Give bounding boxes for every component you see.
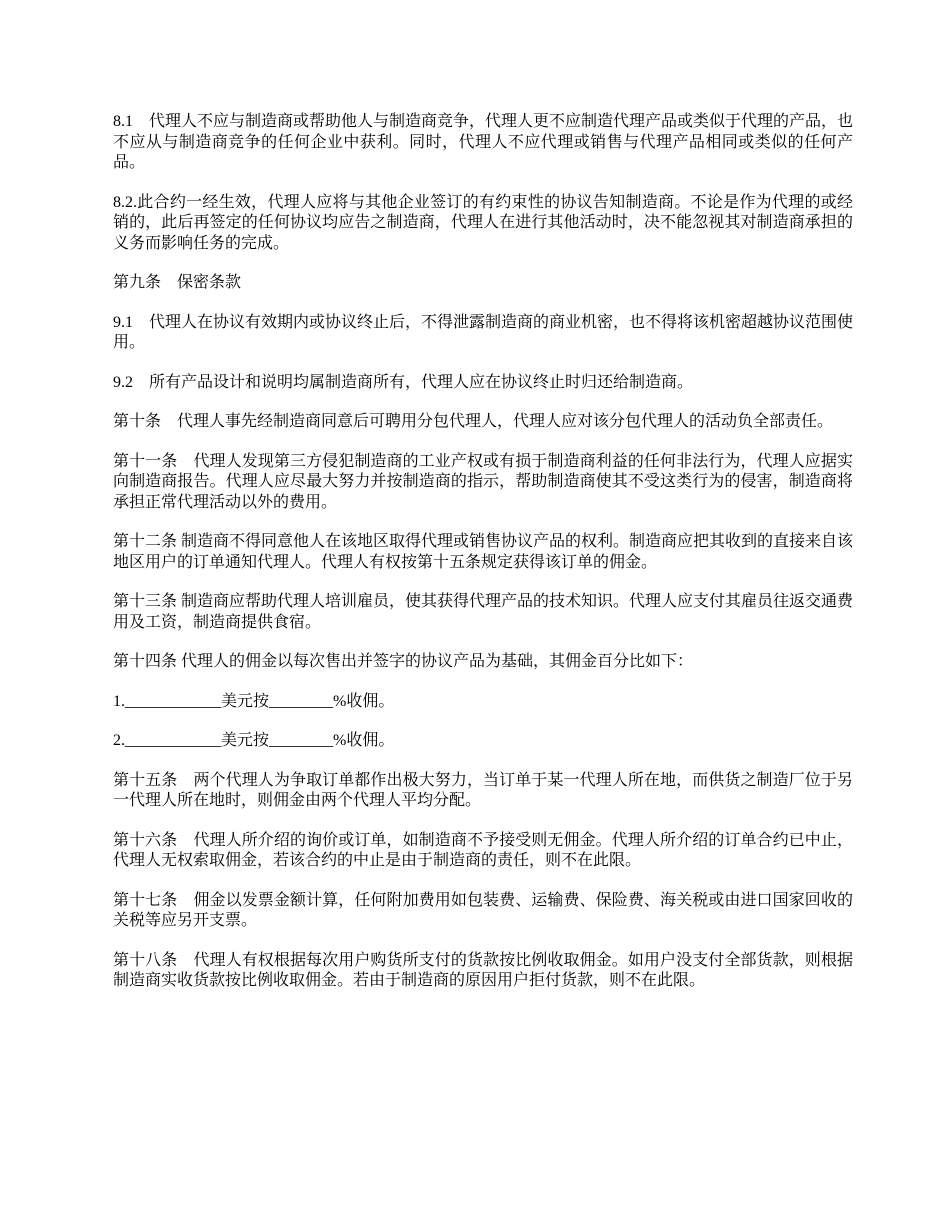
clause-9-1: 9.1 代理人在协议有效期内或协议终止后，不得泄露制造商的商业机密，也不得将该机密超越协议范围使用。 xyxy=(113,313,854,351)
document-page xyxy=(113,112,853,1011)
clause-8-2: 8.2.此合约一经生效，代理人应将与其他企业签订的有约束性的协议告知制造商。不论是作为代理的或经销的，此后再签定的任何协议均应告之制造商，代理人在进行其他活动时，决不能忽视其对制造商承担的义务而影响任务的完成。 xyxy=(113,193,853,252)
article-10: 第十条 代理人事先经制造商同意后可聘用分包代理人，代理人应对该分包代理人的活动负全部责任。 xyxy=(113,413,834,430)
article-12: 第十二条 制造商不得同意他人在该地区取得代理或销售协议产品的权利。制造商应把其收到的直接来自该地区用户的订单通知代理人。代理人有权按第十五条规定获得该订单的佣金。 xyxy=(113,533,854,571)
clause-9-2: 9.2 所有产品设计和说明均属制造商所有，代理人应在协议终止时归还给制造商。 xyxy=(113,373,694,391)
article-14: 第十四条 代理人的佣金以每次售出并签字的协议产品为基础，其佣金百分比如下： xyxy=(113,653,694,670)
commission-item-1: 1.____________美元按________%收佣。 xyxy=(113,692,395,710)
article-15: 第十五条 两个代理人为争取订单都作出极大努力，当订单于某一代理人所在地，而供货之制造厂位于另一代理人所在地时，则佣金由两个代理人平均分配。 xyxy=(113,771,853,809)
article-17: 第十七条 佣金以发票金额计算，任何附加费用如包装费、运输费、保险费、海关税或由进口国家回收的关税等应另开支票。 xyxy=(113,891,853,929)
article-16: 第十六条 代理人所介绍的询价或订单，如制造商不予接受则无佣金。代理人所介绍的订单合约已中止，代理人无权索取佣金，若该合约的中止是由于制造商的责任，则不在此限。 xyxy=(113,831,853,869)
article-11: 第十一条 代理人发现第三方侵犯制造商的工业产权或有损于制造商利益的任何非法行为，代理人应据实向制造商报告。代理人应尽最大努力并按制造商的指示，帮助制造商使其不受这类行为的侵害，制造商将承担正常代理活动以外的费用。 xyxy=(113,452,853,511)
article-13: 第十三条 制造商应帮助代理人培训雇员，使其获得代理产品的技术知识。代理人应支付其雇员往返交通费用及工资，制造商提供食宿。 xyxy=(113,593,854,631)
clause-8-1: 8.1 代理人不应与制造商或帮助他人与制造商竞争，代理人更不应制造代理产品或类似于代理的产品，也不应从与制造商竞争的任何企业中获利。同时，代理人不应代理或销售与代理产品相同或类似的任何产品。 xyxy=(113,113,854,171)
article-18: 第十八条 代理人有权根据每次用户购货所支付的货款按比例收取佣金。如用户没支付全部货款，则根据制造商实收货款按比例收取佣金。若由于制造商的原因用户拒付货款，则不在此限。 xyxy=(113,951,853,989)
commission-item-2: 2.____________美元按________%收佣。 xyxy=(113,732,395,749)
article-9-heading: 第九条 保密条款 xyxy=(113,274,242,291)
